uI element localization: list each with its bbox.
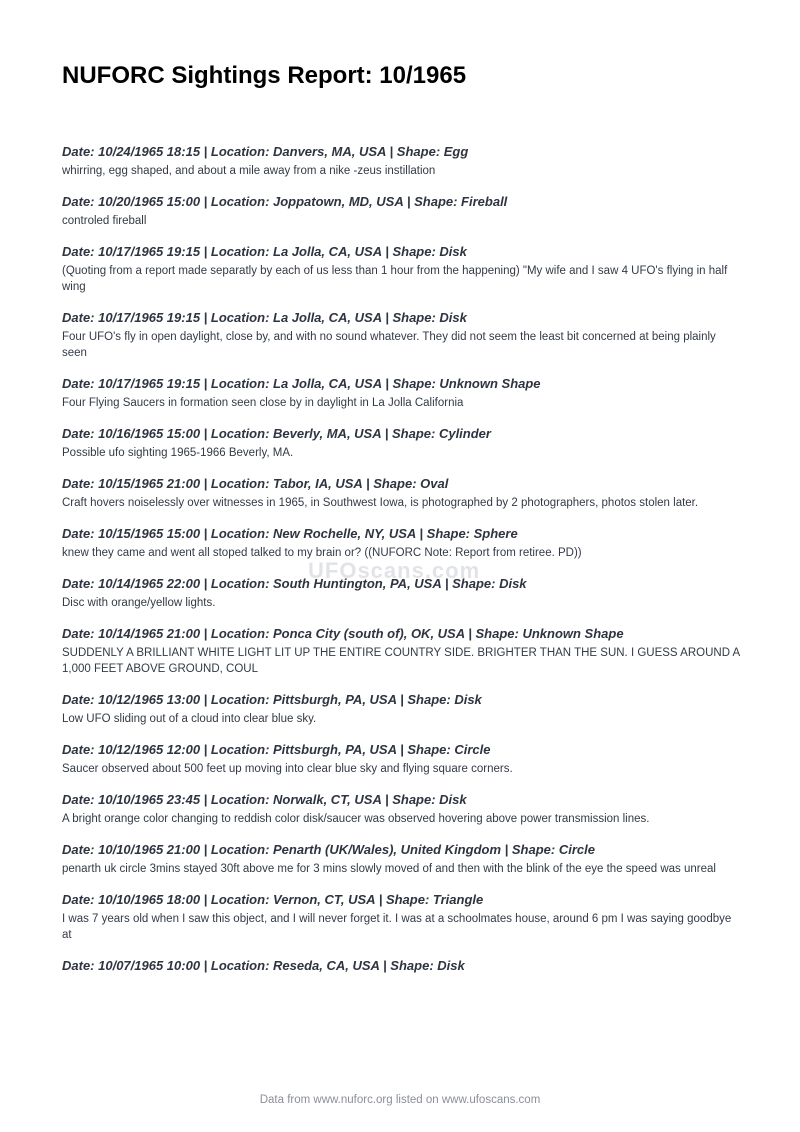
list-item	[62, 193, 742, 229]
sightings-list	[62, 143, 742, 988]
entry-description: Four UFO's fly in open daylight, close by, and with no sound whatever. They did not seem the least bit concerned at being plainly seen	[62, 331, 716, 359]
entry-description: Possible ufo sighting 1965-1966 Beverly, MA.	[62, 447, 294, 459]
entry-description: Craft hovers noiselessly over witnesses in 1965, in Southwest Iowa, is photographed by 2 photographers, photos stolen later.	[62, 497, 699, 509]
entry-description: Low UFO sliding out of a cloud into clear blue sky.	[62, 713, 317, 725]
entry-description: penarth uk circle 3mins stayed 30ft above me for 3 mins slowly moved of and then with the blink of the eye the speed was unreal	[62, 863, 716, 875]
entry-description: controled fireball	[62, 215, 147, 227]
entry-description: (Quoting from a report made separatly by each of us less than 1 hour from the happening) "My wife and I saw 4 UFO's flying in half wing	[62, 265, 728, 293]
list-item	[62, 957, 742, 974]
list-item	[62, 425, 742, 461]
entry-heading: Date: 10/17/1965 19:15 | Location: La Jolla, CA, USA | Shape: Unknown Shape	[62, 376, 541, 391]
entry-heading: Date: 10/10/1965 18:00 | Location: Vernon, CT, USA | Shape: Triangle	[62, 892, 484, 907]
entry-heading: Date: 10/12/1965 12:00 | Location: Pittsburgh, PA, USA | Shape: Circle	[62, 742, 491, 757]
page-title: NUFORC Sightings Report: 10/1965	[62, 62, 467, 89]
entry-heading: Date: 10/10/1965 21:00 | Location: Penarth (UK/Wales), United Kingdom | Shape: Circle	[62, 842, 595, 857]
list-item	[62, 243, 742, 295]
watermark: UFOscans.com	[308, 558, 481, 583]
entry-description: knew they came and went all stoped talked to my brain or? ((NUFORC Note: Report from retiree. PD))	[62, 547, 582, 559]
entry-description: Disc with orange/yellow lights.	[62, 597, 216, 609]
entry-heading: Date: 10/10/1965 23:45 | Location: Norwalk, CT, USA | Shape: Disk	[62, 792, 467, 807]
entry-description: whirring, egg shaped, and about a mile away from a nike -zeus instillation	[62, 165, 436, 177]
entry-heading: Date: 10/16/1965 15:00 | Location: Beverly, MA, USA | Shape: Cylinder	[62, 426, 491, 441]
footer-credit: Data from www.nuforc.org listed on www.ufoscans.com	[259, 1094, 541, 1106]
list-item	[62, 375, 742, 411]
list-item	[62, 841, 742, 877]
list-item	[62, 691, 742, 727]
entry-description: SUDDENLY A BRILLIANT WHITE LIGHT LIT UP THE ENTIRE COUNTRY SIDE. BRIGHTER THAN THE SUN. I GUESS AROUND A 1,000 FEET ABOVE GROUND, COUL	[62, 647, 740, 675]
entry-heading: Date: 10/24/1965 18:15 | Location: Danvers, MA, USA | Shape: Egg	[62, 144, 469, 159]
entry-heading: Date: 10/12/1965 13:00 | Location: Pittsburgh, PA, USA | Shape: Disk	[62, 692, 482, 707]
entry-description: I was 7 years old when I saw this object, and I will never forget it. I was at a schoolmates house, around 6 pm I was saying goodbye at	[62, 913, 732, 941]
entry-heading: Date: 10/14/1965 21:00 | Location: Ponca City (south of), OK, USA | Shape: Unknown Shape	[62, 626, 624, 641]
entry-heading: Date: 10/17/1965 19:15 | Location: La Jolla, CA, USA | Shape: Disk	[62, 244, 467, 259]
list-item	[62, 575, 742, 611]
entry-description: A bright orange color changing to reddish color disk/saucer was observed hovering above power transmission lines.	[62, 813, 650, 825]
entry-heading: Date: 10/07/1965 10:00 | Location: Reseda, CA, USA | Shape: Disk	[62, 958, 465, 973]
entry-heading: Date: 10/15/1965 15:00 | Location: New Rochelle, NY, USA | Shape: Sphere	[62, 526, 518, 541]
list-item	[62, 741, 742, 777]
list-item	[62, 475, 742, 511]
entry-description: Four Flying Saucers in formation seen close by in daylight in La Jolla California	[62, 397, 464, 409]
entry-heading: Date: 10/15/1965 21:00 | Location: Tabor, IA, USA | Shape: Oval	[62, 476, 449, 491]
list-item	[62, 143, 742, 179]
entry-heading: Date: 10/14/1965 22:00 | Location: South Huntington, PA, USA | Shape: Disk	[62, 576, 527, 591]
entry-description: Saucer observed about 500 feet up moving into clear blue sky and flying square corners.	[62, 763, 513, 775]
list-item	[62, 309, 742, 361]
list-item	[62, 625, 742, 677]
entry-heading: Date: 10/17/1965 19:15 | Location: La Jolla, CA, USA | Shape: Disk	[62, 310, 467, 325]
list-item	[62, 791, 742, 827]
list-item	[62, 891, 742, 943]
entry-heading: Date: 10/20/1965 15:00 | Location: Joppatown, MD, USA | Shape: Fireball	[62, 194, 508, 209]
list-item	[62, 525, 742, 561]
